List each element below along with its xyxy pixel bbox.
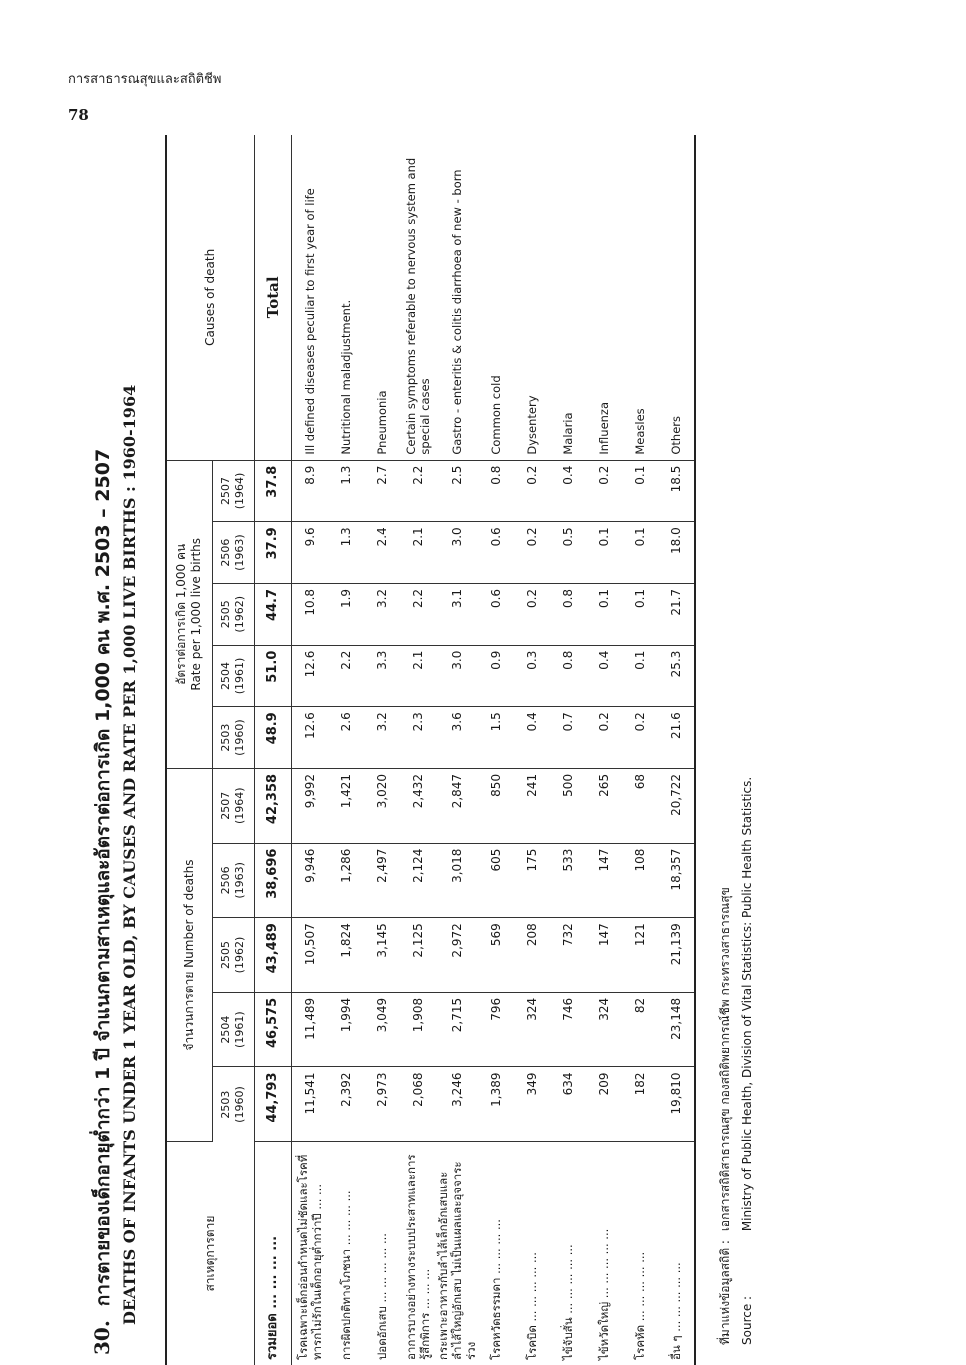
cause-thai-cell: รวมยอด ... ... ... ... [254, 1142, 291, 1365]
rate-cell: 0.2 [622, 707, 658, 769]
deaths-cell: 209 [586, 1067, 622, 1142]
deaths-cell: 42,358 [254, 768, 291, 843]
year-ce: (1961) [233, 1011, 246, 1048]
cause-thai-header: สาเหตุการตาย [166, 1142, 254, 1365]
rate-header-thai: อัตราต่อการเกิด 1,000 คน [174, 543, 189, 685]
deaths-cell: 1,908 [400, 992, 436, 1067]
year-ce: (1960) [233, 1086, 246, 1123]
rate-year-header [212, 707, 254, 769]
deaths-cell: 850 [478, 768, 514, 843]
cause-thai-cell: อื่น ๆ ... ... ... ... ... [668, 1262, 683, 1360]
rate-cell: 44.7 [254, 583, 291, 645]
cause-english-cell: Common cold [478, 135, 514, 460]
rate-year-header [212, 645, 254, 707]
rate-cell: 48.9 [254, 707, 291, 769]
cause-english-cell: Influenza [586, 135, 622, 460]
table-row [658, 135, 695, 1365]
deaths-cell: 732 [550, 918, 586, 993]
cause-thai-cell: ปอดอักเสบ ... ... ... ... ... [374, 1233, 389, 1360]
rate-cell: 21.7 [658, 583, 695, 645]
rate-cell: 2.1 [400, 645, 436, 707]
deaths-cell: 10,507 [291, 918, 328, 993]
rate-cell: 3.6 [436, 707, 478, 769]
deaths-cell: 121 [622, 918, 658, 993]
rate-cell: 0.2 [514, 460, 550, 522]
rate-cell: 0.6 [478, 583, 514, 645]
rate-cell: 0.5 [550, 522, 586, 584]
deaths-cell: 1,286 [328, 843, 364, 918]
rate-year-header [212, 583, 254, 645]
deaths-header: จำนวนการตาย Number of deaths [166, 768, 212, 1141]
running-header: การสาธารณสุขและสถิติชีพ [68, 72, 222, 87]
table-number: 30. [90, 1320, 114, 1355]
deaths-cell: 2,973 [364, 1067, 400, 1142]
table-row [478, 135, 514, 1365]
deaths-cell: 46,575 [254, 992, 291, 1067]
deaths-cell: 82 [622, 992, 658, 1067]
cause-english-cell: Certain symptoms referable to nervous system and special cases [400, 135, 436, 460]
cause-thai-cell: โรคหวัดธรรมดา ... ... ... ... [488, 1219, 503, 1360]
deaths-cell: 500 [550, 768, 586, 843]
deaths-cell: 2,125 [400, 918, 436, 993]
rotated-table-page [88, 135, 858, 1365]
deaths-cell: 208 [514, 918, 550, 993]
rate-cell: 0.1 [622, 460, 658, 522]
infant-deaths-table [165, 135, 696, 1365]
deaths-cell: 23,148 [658, 992, 695, 1067]
deaths-cell: 3,246 [436, 1067, 478, 1142]
cause-thai-cell: การผิดปกติทางโภชนา ... ... ... ... [338, 1190, 353, 1360]
cause-english-cell: Total [254, 135, 291, 460]
rate-cell: 2.2 [400, 583, 436, 645]
page-number: 78 [68, 106, 89, 124]
year-be: 2507 [219, 476, 232, 505]
rate-cell: 0.3 [514, 645, 550, 707]
deaths-cell: 324 [514, 992, 550, 1067]
deaths-cell: 147 [586, 843, 622, 918]
rate-cell: 0.2 [586, 707, 622, 769]
source-thai-line [714, 135, 736, 1345]
rate-cell: 12.6 [291, 707, 328, 769]
year-be: 2505 [219, 600, 232, 629]
year-be: 2503 [219, 723, 232, 752]
deaths-cell: 2,972 [436, 918, 478, 993]
cause-thai-cell: ไข้หวัดใหญ่ ... ... ... ... ... [596, 1228, 611, 1360]
deaths-cell: 68 [622, 768, 658, 843]
deaths-year-header [212, 918, 254, 993]
cause-thai-cell: อาการบางอย่างทางระบบประสาทและการรู้สึกพิการ ... ... ... [403, 1154, 432, 1360]
deaths-cell: 1,824 [328, 918, 364, 993]
deaths-cell: 746 [550, 992, 586, 1067]
table-title-thai-row [88, 135, 118, 1355]
rate-cell: 51.0 [254, 645, 291, 707]
rate-cell: 3.2 [364, 707, 400, 769]
deaths-cell: 9,946 [291, 843, 328, 918]
year-be: 2506 [219, 538, 232, 567]
rate-cell: 0.4 [550, 460, 586, 522]
rate-cell: 0.1 [586, 522, 622, 584]
year-be: 2505 [219, 941, 232, 970]
rate-cell: 0.9 [478, 645, 514, 707]
cause-thai-cell: ไข้จับสั่น ... ... ... ... ... [560, 1244, 575, 1360]
source-thai-text: เอกสารสถิติสาธารณสุข กองสถิติพยากรณ์ชีพ กระทรวงสาธารณสุข [717, 887, 732, 1232]
deaths-cell: 11,489 [291, 992, 328, 1067]
rate-cell: 0.6 [478, 522, 514, 584]
deaths-cell: 38,696 [254, 843, 291, 918]
rate-cell: 1.3 [328, 522, 364, 584]
table-row [436, 135, 478, 1365]
deaths-cell: 569 [478, 918, 514, 993]
deaths-cell: 9,992 [291, 768, 328, 843]
year-ce: (1964) [233, 472, 246, 510]
rate-cell: 0.2 [586, 460, 622, 522]
sources-note [714, 135, 758, 1345]
deaths-cell: 2,715 [436, 992, 478, 1067]
table-row [254, 135, 291, 1365]
year-be: 2503 [219, 1090, 232, 1119]
rate-cell: 2.2 [400, 460, 436, 522]
rate-cell: 25.3 [658, 645, 695, 707]
rate-year-header [212, 522, 254, 584]
cause-english-header: Causes of death [166, 135, 254, 460]
deaths-cell: 175 [514, 843, 550, 918]
deaths-year-header [212, 1067, 254, 1142]
deaths-cell: 796 [478, 992, 514, 1067]
deaths-cell: 3,020 [364, 768, 400, 843]
year-be: 2507 [219, 791, 232, 820]
deaths-cell: 605 [478, 843, 514, 918]
year-ce: (1963) [233, 862, 246, 899]
rate-cell: 3.0 [436, 522, 478, 584]
source-english-text: Ministry of Public Health, Division of Vital Statistics: Public Health Statistics. [739, 776, 754, 1232]
deaths-cell: 2,392 [328, 1067, 364, 1142]
rate-cell: 0.8 [550, 645, 586, 707]
rate-cell: 37.8 [254, 460, 291, 522]
deaths-cell: 108 [622, 843, 658, 918]
rate-year-header [212, 460, 254, 522]
cause-english-cell: Nutritional maladjustment. [328, 135, 364, 460]
deaths-year-header [212, 992, 254, 1067]
table-title-thai: การตายของเด็กอายุต่ำกว่า 1 ปี จำแนกตามสาเหตุและอัตราต่อการเกิด 1,000 คน พ.ศ. 2503 – 2507 [92, 448, 114, 1307]
rate-cell: 2.5 [436, 460, 478, 522]
rate-cell: 12.6 [291, 645, 328, 707]
deaths-cell: 324 [586, 992, 622, 1067]
deaths-cell: 2,432 [400, 768, 436, 843]
rate-cell: 37.9 [254, 522, 291, 584]
table-body [254, 135, 695, 1365]
table-row [400, 135, 436, 1365]
table-row [364, 135, 400, 1365]
cause-english-cell: Ill defined diseases peculiar to first year of life [291, 135, 328, 460]
deaths-cell: 1,994 [328, 992, 364, 1067]
deaths-cell: 3,049 [364, 992, 400, 1067]
deaths-cell: 634 [550, 1067, 586, 1142]
rate-cell: 2.1 [400, 522, 436, 584]
rate-cell: 2.3 [400, 707, 436, 769]
deaths-cell: 241 [514, 768, 550, 843]
rate-cell: 0.1 [622, 522, 658, 584]
rate-cell: 0.1 [622, 645, 658, 707]
deaths-cell: 2,847 [436, 768, 478, 843]
year-ce: (1962) [233, 596, 246, 633]
deaths-cell: 20,722 [658, 768, 695, 843]
rate-cell: 0.4 [586, 645, 622, 707]
rate-cell: 0.8 [550, 583, 586, 645]
rate-cell: 3.1 [436, 583, 478, 645]
cause-english-cell: Pneumonia [364, 135, 400, 460]
deaths-cell: 349 [514, 1067, 550, 1142]
deaths-year-header [212, 843, 254, 918]
rate-cell: 18.5 [658, 460, 695, 522]
rate-cell: 10.8 [291, 583, 328, 645]
rate-cell: 3.0 [436, 645, 478, 707]
cause-english-cell: Gastro - enteritis & colitis diarrhoea of new - born [436, 135, 478, 460]
rate-cell: 0.8 [478, 460, 514, 522]
cause-english-cell: Dysentery [514, 135, 550, 460]
rate-cell: 2.7 [364, 460, 400, 522]
table-title-english: DEATHS OF INFANTS UNDER 1 YEAR OLD, BY CAUSES AND RATE PER 1,000 LIVE BIRTHS : 1960-1964 [120, 384, 139, 1325]
cause-english-cell: Malaria [550, 135, 586, 460]
deaths-cell: 3,145 [364, 918, 400, 993]
deaths-cell: 43,489 [254, 918, 291, 993]
deaths-cell: 533 [550, 843, 586, 918]
deaths-cell: 44,793 [254, 1067, 291, 1142]
deaths-cell: 11,541 [291, 1067, 328, 1142]
source-english-line [736, 135, 758, 1345]
year-ce: (1964) [233, 787, 246, 825]
rate-cell: 9.6 [291, 522, 328, 584]
rate-cell: 18.0 [658, 522, 695, 584]
deaths-cell: 3,018 [436, 843, 478, 918]
deaths-cell: 18,357 [658, 843, 695, 918]
source-english-label: Source : [739, 1295, 754, 1345]
rate-cell: 0.2 [514, 522, 550, 584]
cause-thai-cell: กระเพาะอาหารกับลำไส้เล็กอักเสบและลำไส้ใหญ่อักเสบ ไม่เป็นแผลและอุจจาระร่วง [435, 1161, 478, 1360]
rate-cell: 2.6 [328, 707, 364, 769]
rate-cell: 1.5 [478, 707, 514, 769]
rate-cell: 0.1 [586, 583, 622, 645]
rate-cell: 2.4 [364, 522, 400, 584]
year-be: 2504 [219, 1015, 232, 1044]
rate-cell: 3.3 [364, 645, 400, 707]
year-ce: (1961) [233, 657, 246, 695]
year-ce: (1962) [233, 936, 246, 974]
rate-cell: 0.7 [550, 707, 586, 769]
table-row [328, 135, 364, 1365]
rate-cell: 1.3 [328, 460, 364, 522]
rate-cell: 0.4 [514, 707, 550, 769]
deaths-cell: 1,421 [328, 768, 364, 843]
rate-cell: 2.2 [328, 645, 364, 707]
year-be: 2506 [219, 866, 232, 895]
year-be: 2504 [219, 661, 232, 690]
deaths-cell: 182 [622, 1067, 658, 1142]
rate-header-english: Rate per 1,000 live births [189, 537, 204, 691]
deaths-year-header [212, 768, 254, 843]
table-row [291, 135, 328, 1365]
cause-thai-cell: โรคบิด ... ... ... ... ... [524, 1252, 539, 1360]
rate-cell: 0.1 [622, 583, 658, 645]
year-ce: (1963) [233, 534, 246, 571]
cause-english-cell: Others [658, 135, 695, 460]
deaths-cell: 2,497 [364, 843, 400, 918]
table-row [586, 135, 622, 1365]
deaths-cell: 2,124 [400, 843, 436, 918]
source-thai-label: ที่มาแห่งข้อมูลสถิติ : [717, 1240, 732, 1345]
deaths-cell: 21,139 [658, 918, 695, 993]
rate-cell: 3.2 [364, 583, 400, 645]
year-ce: (1960) [233, 719, 246, 756]
rate-header [166, 460, 212, 768]
deaths-cell: 19,810 [658, 1067, 695, 1142]
table-row [622, 135, 658, 1365]
rate-cell: 21.6 [658, 707, 695, 769]
cause-thai-cell: โรคเฉพาะเด็กอ่อนกำหนดไม่ชัดและโรคที่ทารกไม่รักในเด็กอายุต่ำกว่าปี ... ... [295, 1154, 324, 1360]
cause-thai-cell: โรคหัด ... ... ... ... ... [632, 1251, 647, 1360]
deaths-cell: 265 [586, 768, 622, 843]
deaths-cell: 2,068 [400, 1067, 436, 1142]
deaths-cell: 147 [586, 918, 622, 993]
cause-english-cell: Measles [622, 135, 658, 460]
rate-cell: 1.9 [328, 583, 364, 645]
deaths-cell: 1,389 [478, 1067, 514, 1142]
rate-cell: 0.2 [514, 583, 550, 645]
table-row [514, 135, 550, 1365]
table-row [550, 135, 586, 1365]
rate-cell: 8.9 [291, 460, 328, 522]
